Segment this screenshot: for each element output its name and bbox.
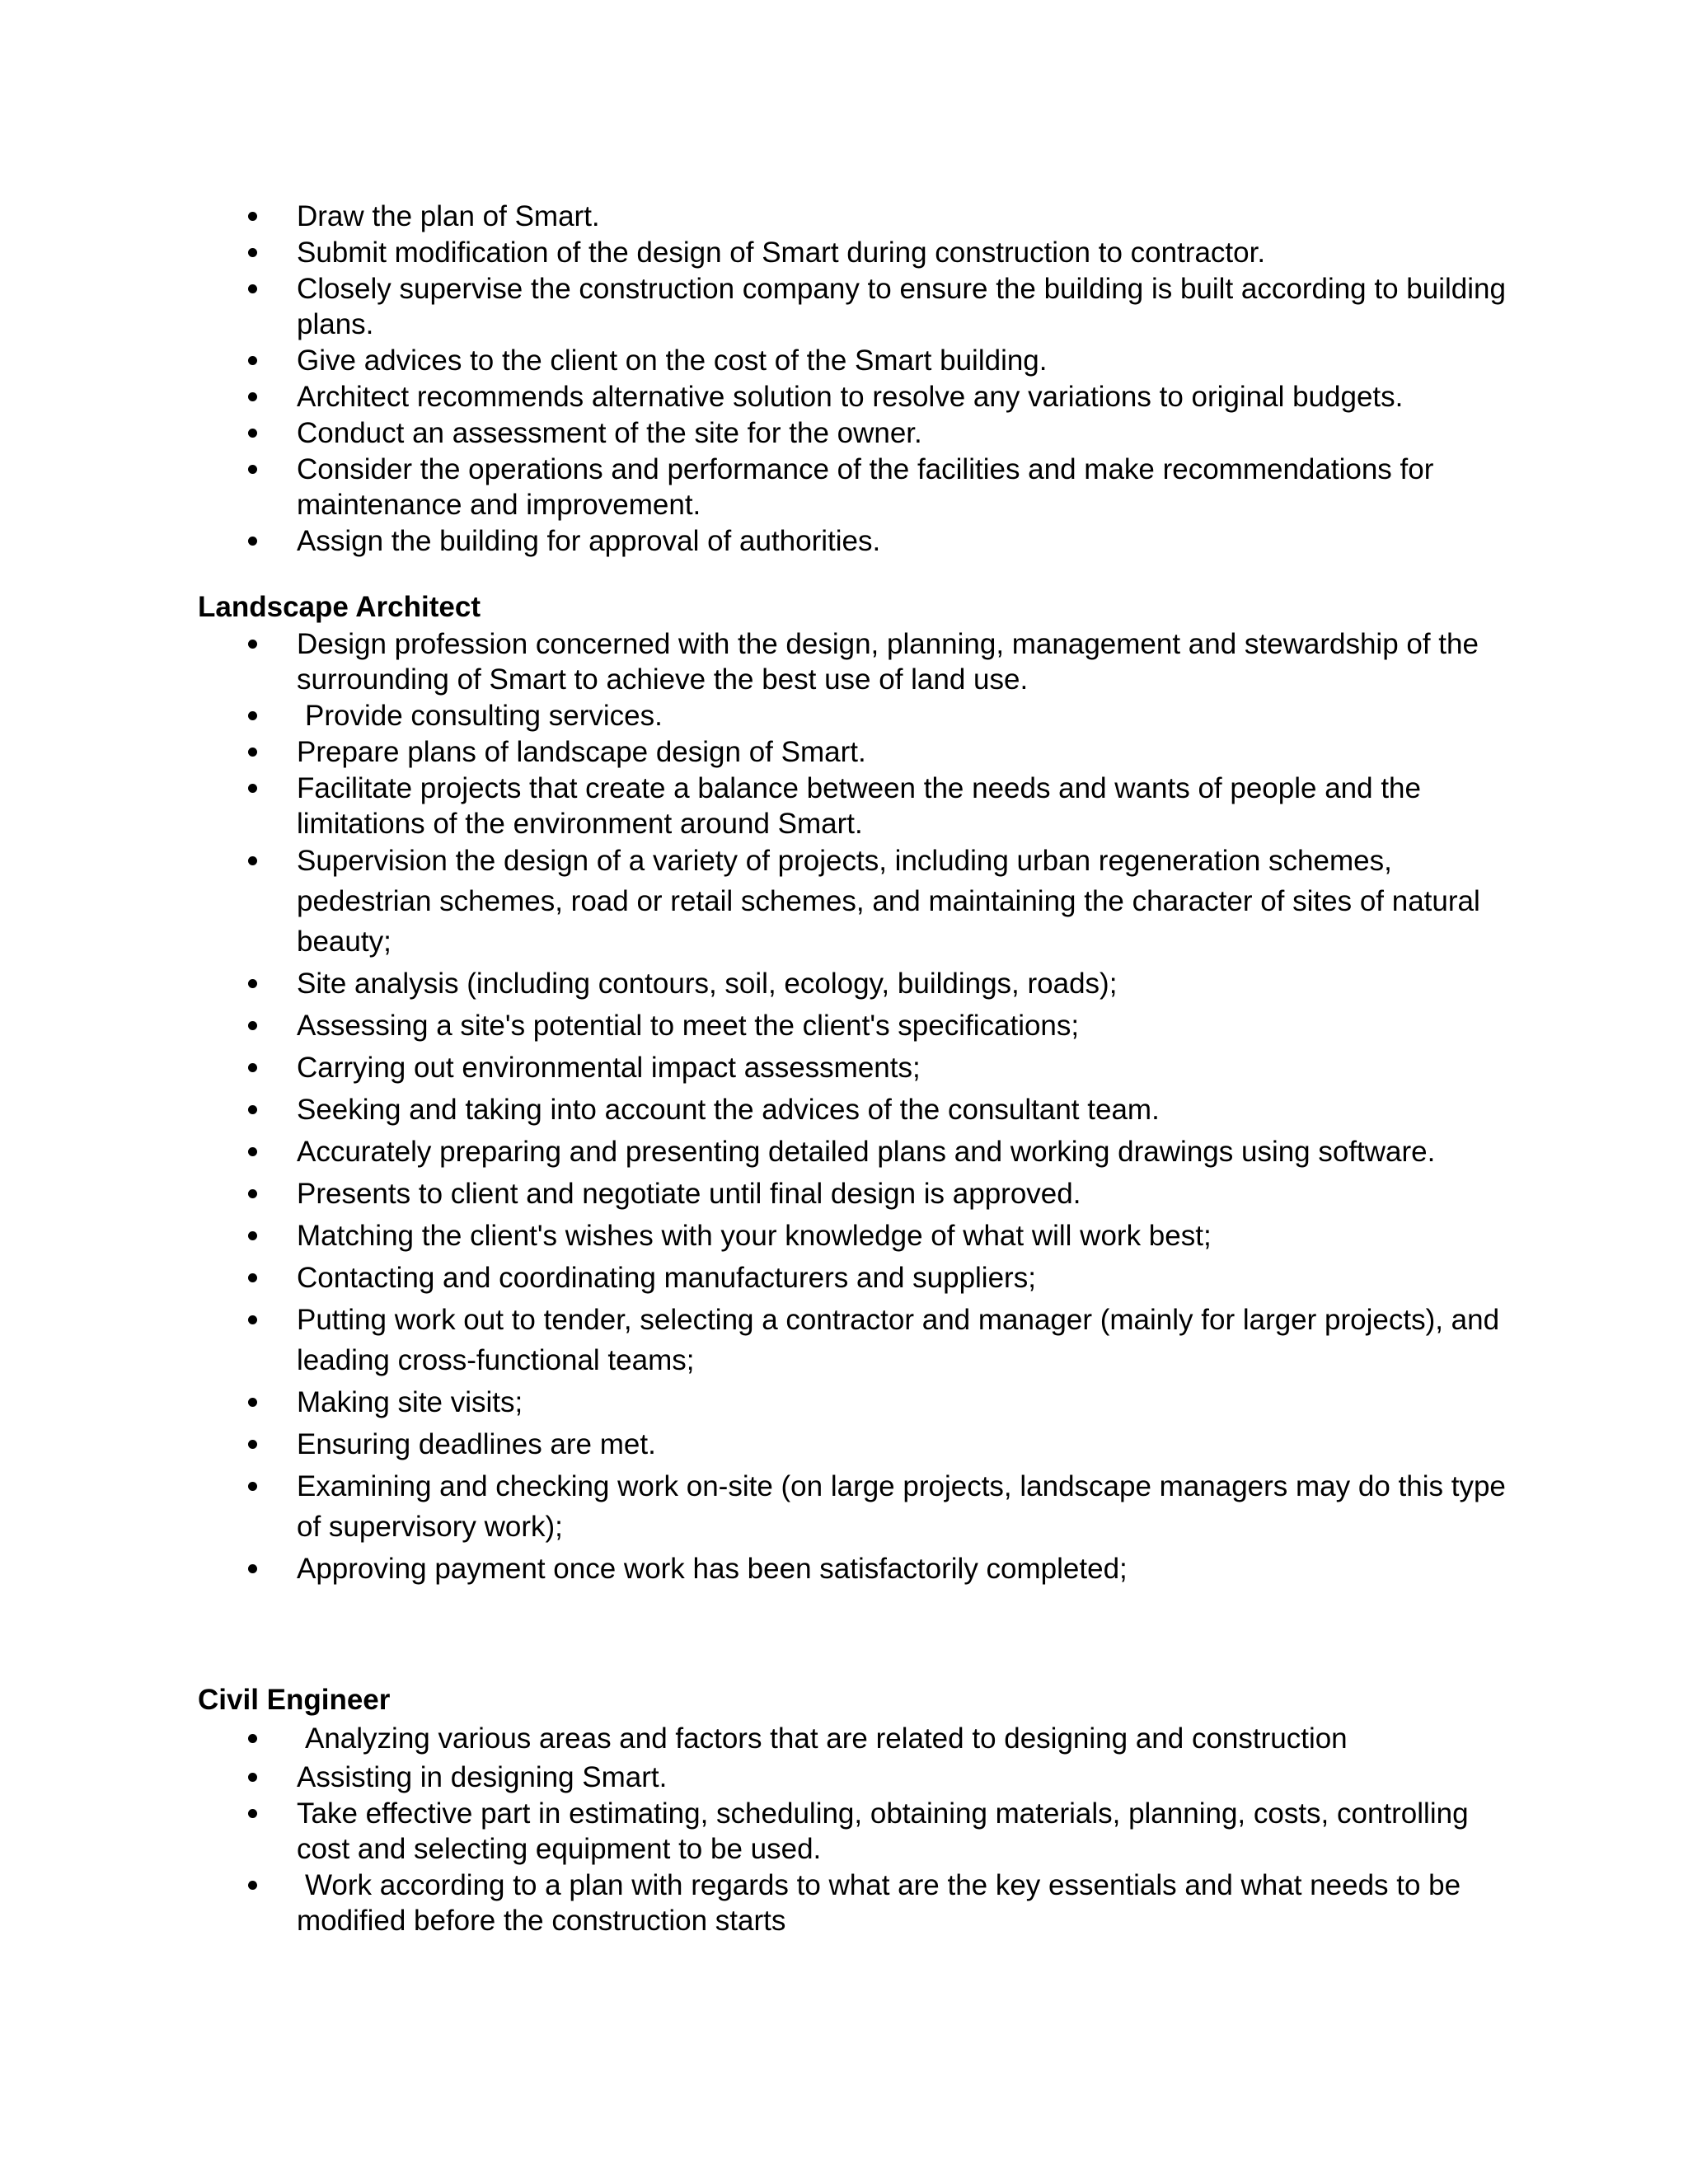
architect-duties-list [0, 199, 1688, 560]
list-item: Draw the plan of Smart. [0, 199, 1517, 234]
list-item: Give advices to the client on the cost of the Smart building. [0, 343, 1517, 378]
list-item: Assisting in designing Smart. [0, 1760, 1517, 1795]
bullet-icon [248, 465, 257, 474]
list-item: Contacting and coordinating manufacturers and suppliers; [0, 1258, 1517, 1298]
list-item: Design profession concerned with the design, planning, management and stewardship of the surrounding of Smart to achieve the best use of land use. [0, 626, 1517, 697]
bullet-icon [248, 537, 257, 546]
civil-duties-list [0, 1719, 1688, 1939]
section-heading-civil-engineer: Civil Engineer [198, 1684, 391, 1716]
list-item: Matching the client's wishes with your knowledge of what will work best; [0, 1216, 1517, 1256]
bullet-icon [248, 429, 257, 438]
bullet-icon [248, 1063, 257, 1072]
list-item: Assessing a site's potential to meet the client's specifications; [0, 1005, 1517, 1046]
list-item: Facilitate projects that create a balance between the needs and wants of people and the limitations of the environment around Smart. [0, 771, 1517, 841]
bullet-icon [248, 248, 257, 257]
list-item: Consider the operations and performance of the facilities and make recommendations for maintenance and improvement. [0, 452, 1517, 523]
list-item: Prepare plans of landscape design of Smart. [0, 734, 1517, 770]
list-item: Site analysis (including contours, soil, ecology, buildings, roads); [0, 963, 1517, 1004]
list-item: Provide consulting services. [0, 698, 1517, 733]
bullet-icon [248, 748, 257, 757]
list-item: Analyzing various areas and factors that are related to designing and construction [0, 1719, 1517, 1759]
list-item: Submit modification of the design of Smart during construction to contractor. [0, 235, 1517, 270]
list-item: Putting work out to tender, selecting a contractor and manager (mainly for larger projects), and leading cross-functional teams; [0, 1300, 1517, 1380]
bullet-icon [248, 284, 257, 293]
bullet-icon [248, 1440, 257, 1449]
bullet-icon [248, 1881, 257, 1890]
bullet-icon [248, 856, 257, 865]
list-item: Accurately preparing and presenting detailed plans and working drawings using software. [0, 1132, 1517, 1172]
list-item: Conduct an assessment of the site for the owner. [0, 415, 1517, 451]
bullet-icon [248, 212, 257, 221]
bullet-icon [248, 356, 257, 365]
list-item: Supervision the design of a variety of projects, including urban regeneration schemes, pedestrian schemes, road or retail schemes, and maintaining the character of sites of natural beauty; [0, 841, 1517, 962]
bullet-icon [248, 1564, 257, 1573]
list-item: Presents to client and negotiate until final design is approved. [0, 1174, 1517, 1214]
list-item: Architect recommends alternative solution to resolve any variations to original budgets. [0, 379, 1517, 415]
bullet-icon [248, 1021, 257, 1030]
landscape-duties-list-a [0, 626, 1688, 842]
bullet-icon [248, 1189, 257, 1198]
bullet-icon [248, 1773, 257, 1782]
bullet-icon [248, 1231, 257, 1240]
bullet-icon [248, 711, 257, 720]
list-item: Examining and checking work on-site (on large projects, landscape managers may do this type of supervisory work); [0, 1466, 1517, 1547]
bullet-icon [248, 1315, 257, 1324]
section-heading-landscape-architect: Landscape Architect [198, 591, 481, 623]
bullet-icon [248, 1809, 257, 1818]
list-item: Making site visits; [0, 1382, 1517, 1422]
list-item: Work according to a plan with regards to what are the key essentials and what needs to be modified before the construction starts [0, 1868, 1517, 1938]
landscape-duties-list-b [0, 841, 1688, 1591]
bullet-icon [248, 640, 257, 649]
bullet-icon [248, 784, 257, 793]
list-item: Closely supervise the construction company to ensure the building is built according to building plans. [0, 271, 1517, 342]
bullet-icon [248, 1734, 257, 1743]
list-item: Take effective part in estimating, scheduling, obtaining materials, planning, costs, controlling cost and selecting equipment to be used. [0, 1796, 1517, 1867]
list-item: Approving payment once work has been satisfactorily completed; [0, 1549, 1517, 1589]
bullet-icon [248, 1105, 257, 1114]
list-item: Seeking and taking into account the advices of the consultant team. [0, 1090, 1517, 1130]
list-item: Carrying out environmental impact assessments; [0, 1047, 1517, 1088]
list-item: Ensuring deadlines are met. [0, 1424, 1517, 1465]
bullet-icon [248, 1273, 257, 1282]
bullet-icon [248, 1398, 257, 1407]
bullet-icon [248, 1147, 257, 1156]
bullet-icon [248, 392, 257, 401]
bullet-icon [248, 979, 257, 988]
list-item: Assign the building for approval of authorities. [0, 523, 1517, 559]
bullet-icon [248, 1482, 257, 1491]
